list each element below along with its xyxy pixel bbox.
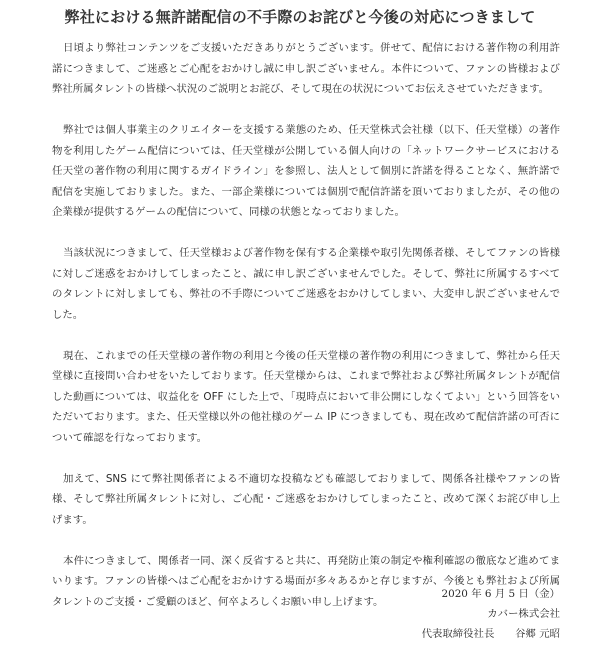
paragraph-closing: 本件につきまして、関係者一同、深く反省すると共に、再発防止策の制定や権利確認の徹底など進めてまいります。ファンの皆様へはご心配をおかけする場面が多々あるかと存じますが、今後とも弊社および所属タレントのご支援・ご愛顧のほど、何卒よろしくお願い申し上げます。 [52,554,560,608]
paragraph-sns-apology: 加えて、SNS にて弊社関係者による不適切な投稿なども確認しておりまして、関係各社様やファンの皆様、そして弊社所属タレントに対し、ご心配・ご迷惑をおかけしてしまったこと、改めて深くお詫び申し上げます。 [52,472,560,526]
signature-representative: 代表取締役社長 谷郷 元昭 [421,628,560,640]
signature-company: カバー株式会社 [487,608,560,620]
paragraph-apology: 当該状況につきまして、任天堂様および著作物を保有する企業様や取引先関係者様、そしてファンの皆様に対しご迷惑をおかけしてしまったこと、誠に申し訳ございませんでした。そして、弊社に所属するすべてのタレントに対しましても、弊社の不手際についてご迷惑をおかけしてしまい、大変申し訳ございませんでした。 [52,247,560,321]
page-title: 弊社における無許諾配信の不手際のお詫びと今後の対応につきまして [64,8,536,26]
paragraph-greeting: 日頃より弊社コンテンツをご支援いただきありがとうございます。併せて、配信における著作物の利用許諾につきまして、ご迷惑とご心配をおかけし誠に申し訳ございません。本件について、ファンの皆様および弊社所属タレントの皆様へ状況のご説明とお詫び、そして現在の状況についてお伝えさせていただきます。 [52,42,560,95]
paragraph-background: 弊社では個人事業主のクリエイターを支援する業態のため、任天堂株式会社様（以下、任天堂様）の著作物を利用したゲーム配信については、任天堂様が公開している個人向けの「ネットワークサービスにおける任天堂の著作物の利用に関するガイドライン」を参照し、法人として個別に許諾を得ることなく、無許諾で配信を実施しておりました。また、一部企業様については個別で配信許諾を頂いておりましたが、その他の企業様が提供するゲームの配信について、同様の状態となっておりました。 [52,124,560,218]
statement-body [52,38,560,633]
signature-date: 2020 年 6 月 5 日（金） [441,588,560,600]
signature-block [422,584,560,644]
paragraph-current-status: 現在、これまでの任天堂様の著作物の利用と今後の任天堂様の著作物の利用につきまして、弊社から任天堂様に直接問い合わせをいたしております。任天堂様からは、これまで弊社および弊社所属タレントが配信した動画については、収益化を OFF にした上で、「現時点において非公開にしなくてよい」という回答をいただいております。また、任天堂様以外の他社様のゲーム IP につきましても、現在改めて配信許諾の可否について確認を行なっております。 [52,349,560,444]
